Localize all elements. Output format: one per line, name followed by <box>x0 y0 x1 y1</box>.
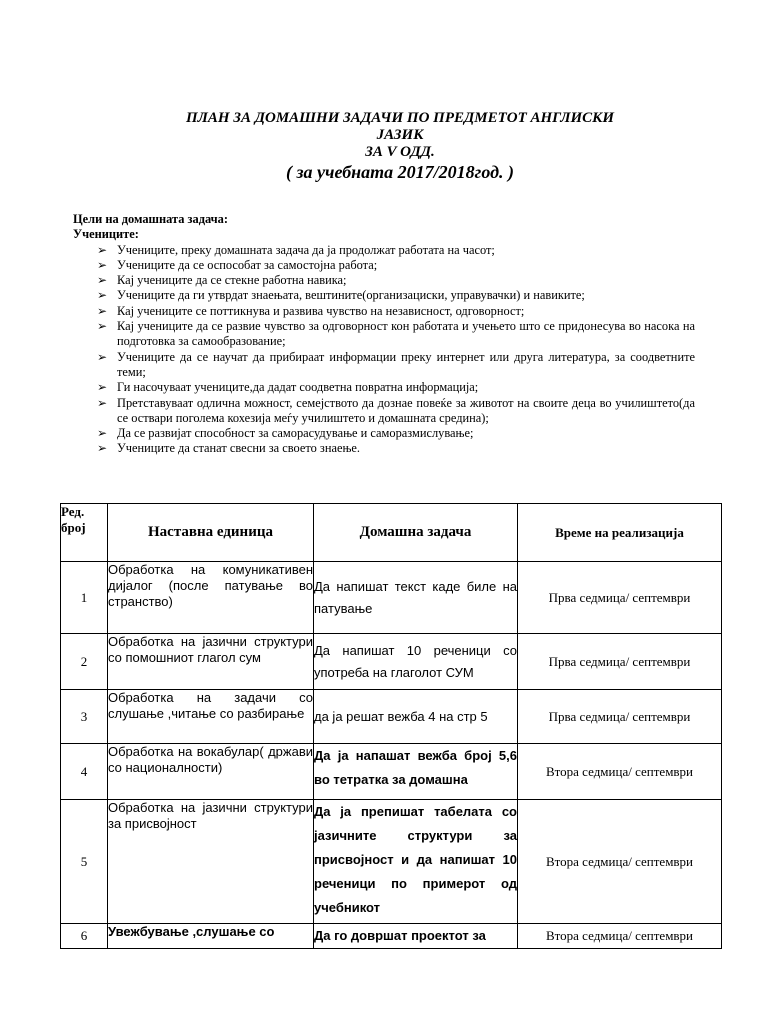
row-number: 2 <box>61 634 108 690</box>
goals-section <box>73 212 695 457</box>
goal-item <box>73 319 695 350</box>
table-row <box>61 634 722 690</box>
goal-item <box>73 426 695 441</box>
row-number: 1 <box>61 562 108 634</box>
row-homework: Да напишат текст каде биле на патување <box>314 562 518 634</box>
goal-text: Кај учениците да се развие чувство за одговорност кон работата и учењето што се придонесува во насока на подготовка за самообразование; <box>117 319 695 349</box>
row-unit: Обработка на јазични структури со помошниот глагол сум <box>108 634 314 690</box>
arrow-bullet-icon: ➢ <box>97 349 108 364</box>
goal-text: Да се развијат способност за саморасудување и саморазмислување; <box>117 426 474 441</box>
arrow-bullet-icon: ➢ <box>97 273 108 288</box>
row-homework: Да напишат 10 реченици со употреба на глаголот СУМ <box>314 634 518 690</box>
col-header-homework: Домашна задача <box>314 504 518 562</box>
goal-item <box>73 380 695 395</box>
row-time: Прва седмица/ септември <box>518 562 722 634</box>
row-time: Прва седмица/ септември <box>518 634 722 690</box>
table-row <box>61 690 722 744</box>
arrow-bullet-icon: ➢ <box>97 242 108 257</box>
goal-item <box>73 350 695 381</box>
row-number: 3 <box>61 690 108 744</box>
row-homework: Да го довршат проектот за <box>314 924 518 949</box>
goal-text: Учениците да ги утврдат знаењата, вештините(организациски, управувачки) и навиките; <box>117 288 585 303</box>
goal-text: Учениците да се научат да прибираат информации преку интернет или друга литература, за соодветните теми; <box>117 349 695 379</box>
row-time: Втора седмица/ септември <box>518 800 722 924</box>
col-header-unit: Наставна единица <box>108 504 314 562</box>
document-title <box>120 110 680 183</box>
row-homework: да ја решат вежба 4 на стр 5 <box>314 690 518 744</box>
title-line-3: ЗА V ОДД. <box>365 144 435 160</box>
row-time: Втора седмица/ септември <box>518 744 722 800</box>
row-unit: Увежбување ,слушање со <box>108 924 314 949</box>
title-year: ( за учебната 2017/2018год. ) <box>285 162 514 182</box>
row-homework: Да ја препишат табелата со јазичните структури за присвојност и да напишат 10 реченици по примерот од учебникот <box>314 800 518 924</box>
row-unit: Обработка на јазични структури за присвојност <box>108 800 314 924</box>
arrow-bullet-icon: ➢ <box>97 426 108 441</box>
goal-item <box>73 273 695 288</box>
title-line-1: ПЛАН ЗА ДОМАШНИ ЗАДАЧИ ПО ПРЕДМЕТОТ АНГЛИСКИ <box>185 110 615 126</box>
goal-item <box>73 288 695 303</box>
row-homework: Да ја напашат вежба број 5,6 во тетратка за домашна <box>314 744 518 800</box>
goal-text: Учениците, преку домашната задача да ја продолжат работата на часот; <box>117 242 495 257</box>
arrow-bullet-icon: ➢ <box>97 288 108 303</box>
row-number: 5 <box>61 800 108 924</box>
homework-plan-table <box>60 503 722 949</box>
row-number: 4 <box>61 744 108 800</box>
arrow-bullet-icon: ➢ <box>97 380 108 395</box>
goal-text: Учениците да станат свесни за своето знаење. <box>117 441 361 456</box>
col-header-time: Време на реализација <box>518 504 722 562</box>
goal-text: Кај учениците се поттикнува и развива чувство на независност, одговорност; <box>117 303 525 318</box>
table-row <box>61 800 722 924</box>
row-number: 6 <box>61 924 108 949</box>
goals-heading: Цели на домашната задача: <box>73 212 228 226</box>
title-line-2: ЈАЗИК <box>376 127 424 143</box>
table-header-row <box>61 504 722 562</box>
row-unit: Обработка на задачи со слушање ,читање со разбирање <box>108 690 314 744</box>
arrow-bullet-icon: ➢ <box>97 257 108 272</box>
goal-text: Кај учениците да се стекне работна навика; <box>117 273 347 288</box>
row-time: Втора седмица/ септември <box>518 924 722 949</box>
table-row <box>61 562 722 634</box>
table-row <box>61 924 722 949</box>
goal-text: Претставуваат одлична можност, семејството да дознае повеќе за животот на своите деца во училиштето(да се оствари поголема кохезија меѓу училиштето и домашната средина); <box>117 395 695 425</box>
goal-item <box>73 258 695 273</box>
row-unit: Обработка на комуникативен дијалог (после патување во странство) <box>108 562 314 634</box>
arrow-bullet-icon: ➢ <box>97 319 108 334</box>
goals-subheading: Учениците: <box>73 227 139 242</box>
goal-item <box>73 304 695 319</box>
row-time: Прва седмица/ септември <box>518 690 722 744</box>
goal-item <box>73 243 695 258</box>
goal-item <box>73 396 695 427</box>
arrow-bullet-icon: ➢ <box>97 303 108 318</box>
col-header-number: Ред. број <box>61 504 108 562</box>
goal-text: Учениците да се оспособат за самостојна работа; <box>117 257 378 272</box>
arrow-bullet-icon: ➢ <box>97 395 108 410</box>
goal-item <box>73 441 695 456</box>
goal-list <box>73 243 695 457</box>
goal-text: Ги насочуваат учениците,да дадат соодветна повратна информација; <box>117 380 479 395</box>
row-unit: Обработка на вокабулар( држави со националности) <box>108 744 314 800</box>
arrow-bullet-icon: ➢ <box>97 441 108 456</box>
table-row <box>61 744 722 800</box>
